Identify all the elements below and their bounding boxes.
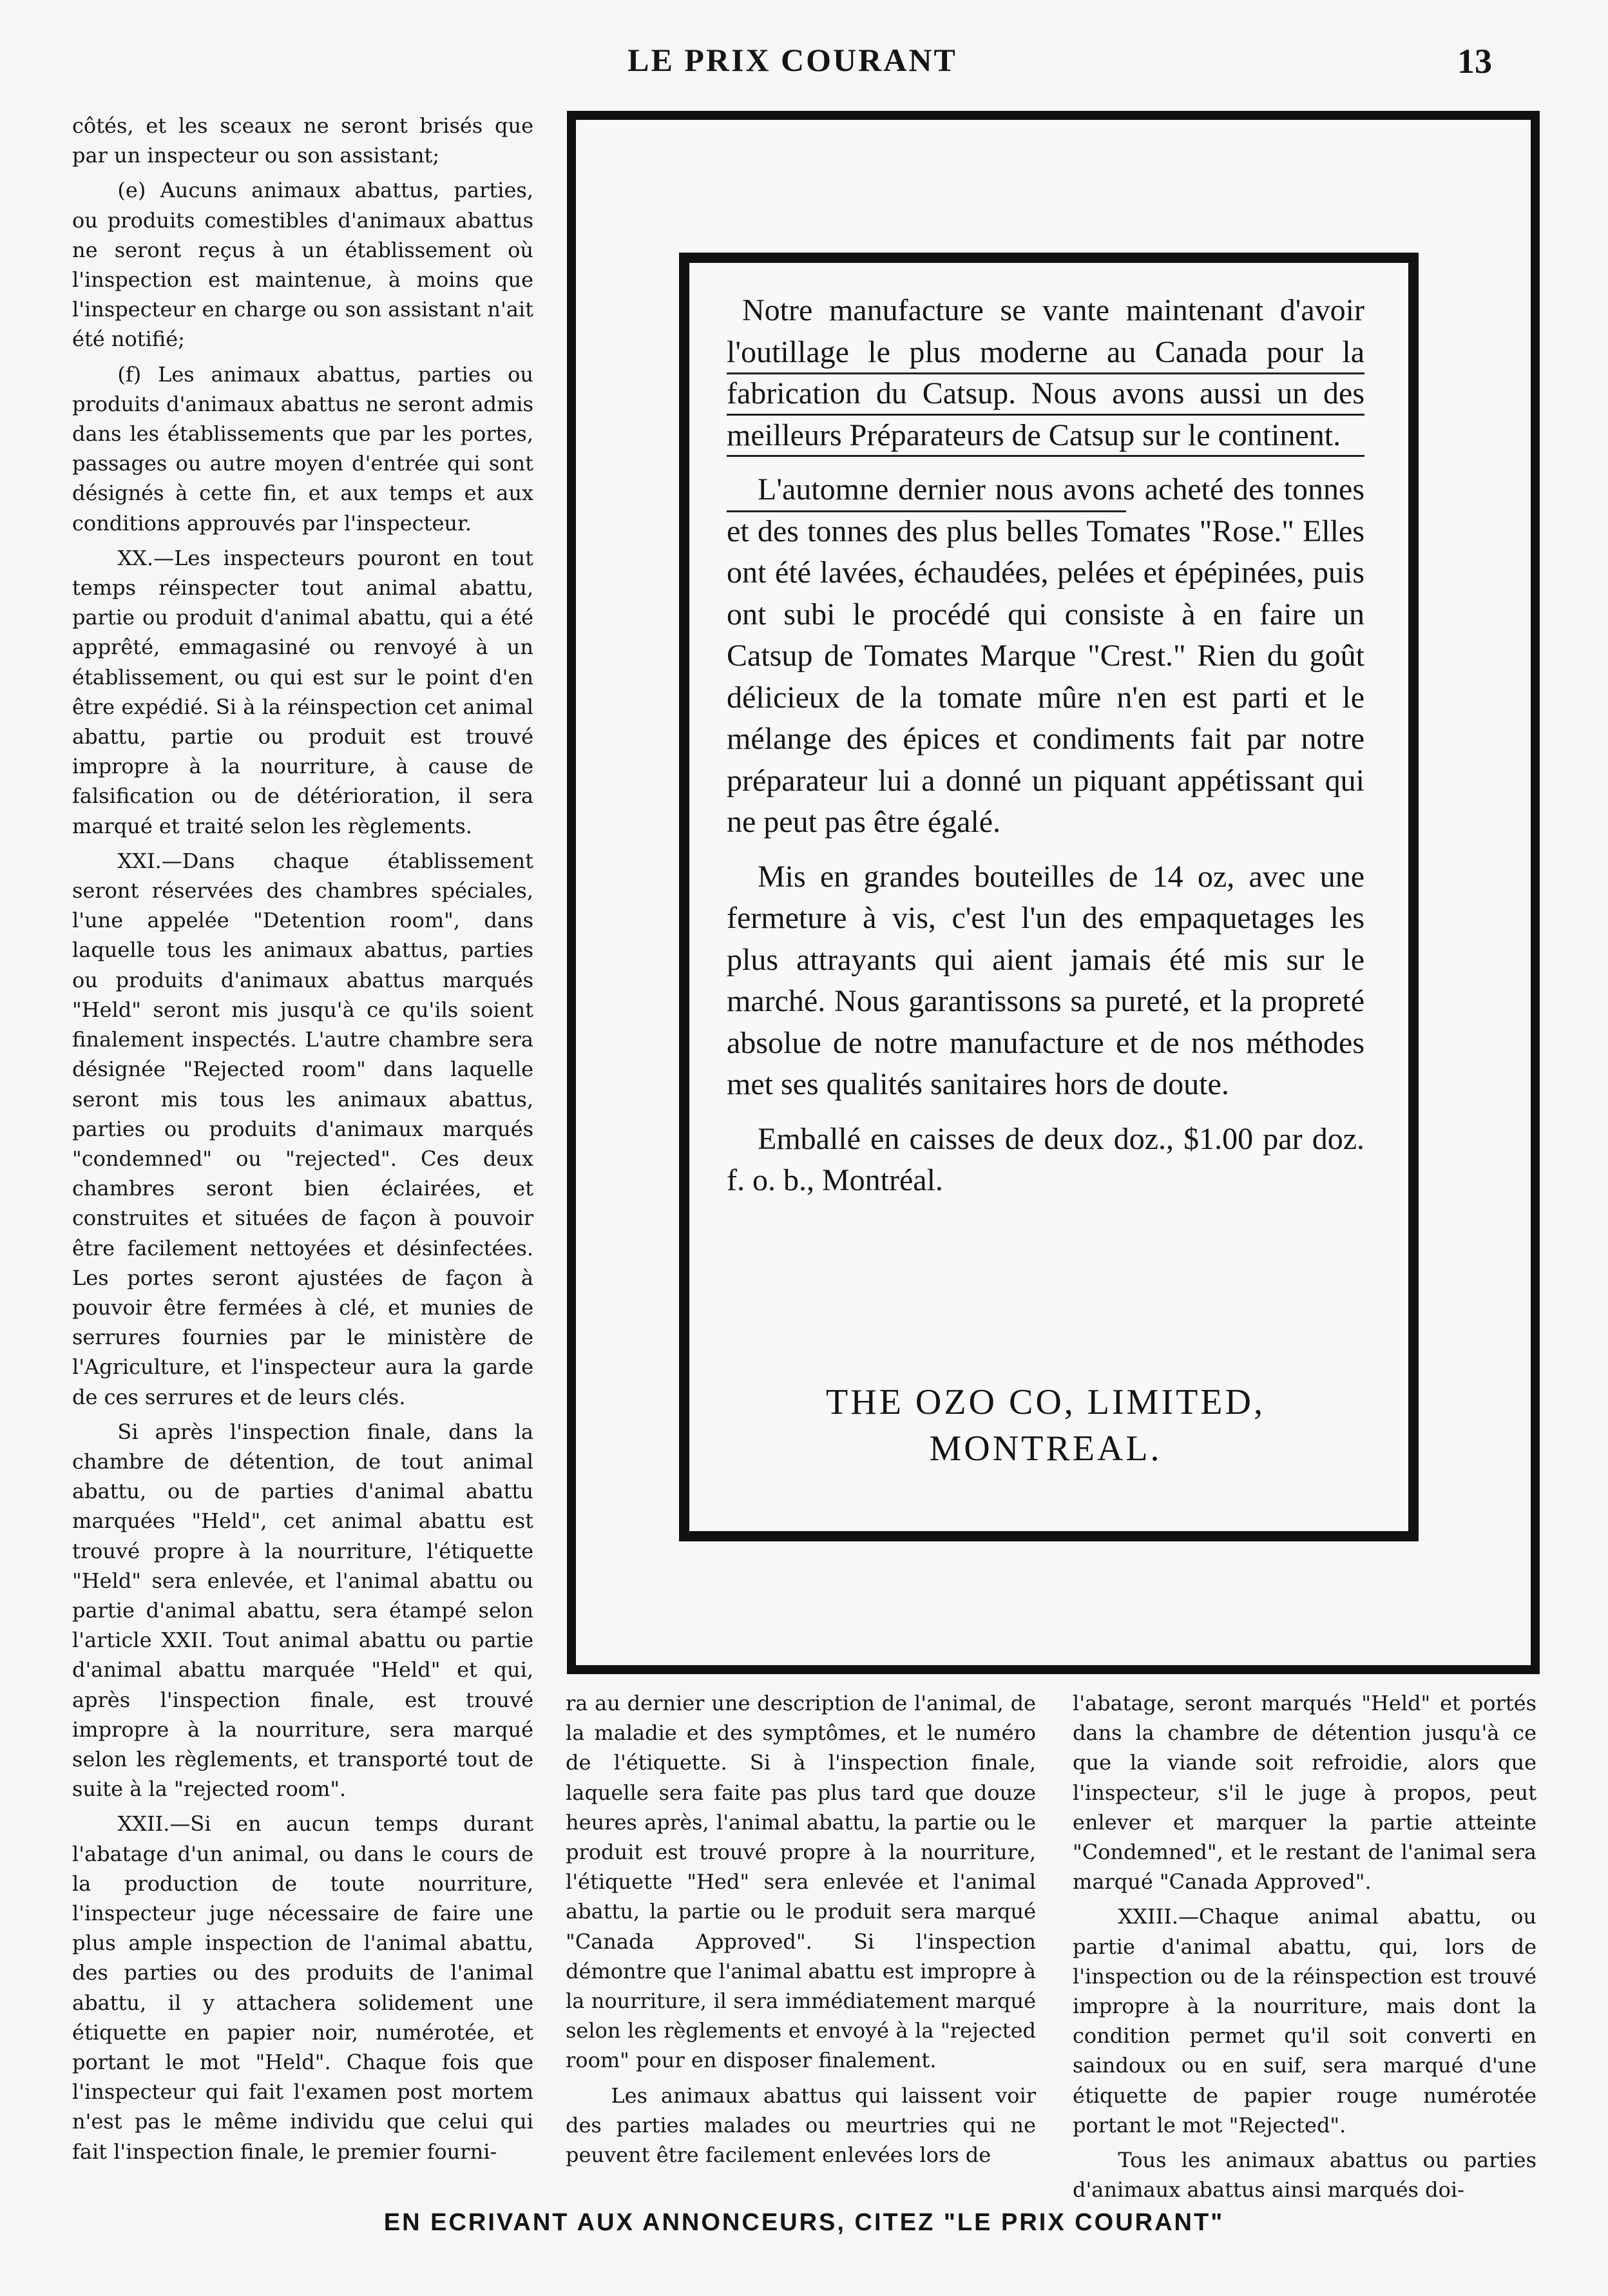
page-number: 13 — [1457, 42, 1492, 81]
page-title: LE PRIX COURANT — [627, 42, 957, 78]
company-name: THE OZO CO, LIMITED, — [826, 1382, 1265, 1422]
ad-paragraph: Emballé en caisses de deux doz., $1.00 par doz. f. o. b., Montréal. — [727, 1121, 1364, 1197]
paragraph: ra au dernier une description de l'animal, de la maladie et des symptômes, et le numéro de l'étiquette. Si à l'inspection finale, laquelle sera faite pas plus tard que douze heures après, l'animal abattu, la partie ou le produit est trouvé propre à la nourriture, l'étiquette "Hed" sera enlevée et l'animal abattu, la partie ou le produit sera marqué "Canada Approved". Si l'inspection démontre que l'animal abattu est impropre à la nourriture, il sera immédiatement marqué selon les règlements et envoyé à la "rejected room" pour en disposer finalement. — [566, 1691, 1036, 2073]
paragraph: Tous les animaux abattus ou parties d'animaux abattus ainsi marqués doi- — [1073, 2148, 1536, 2203]
paragraph: Les animaux abattus qui laissent voir des parties malades ou meurtries qui ne peuvent être facilement enlevées lors de — [566, 2083, 1036, 2168]
paragraph: (e) Aucuns animaux abattus, parties, ou produits comestibles d'animaux abattus ne seront reçus à un établissement où l'inspection est maintenue, à moins que l'inspecteur en charge ou son assistant n'ait été notifié; — [72, 178, 533, 352]
left-text-column — [72, 111, 533, 2166]
paragraph: (f) Les animaux abattus, parties ou produits d'animaux abattus ne seront admis dans les établissements que par les portes, passages ou autre moyen d'entrée qui sont désignés à cette fin, et aux temps et aux conditions approuvés par l'inspecteur. — [72, 362, 533, 535]
underline-rule — [727, 414, 1364, 416]
paragraph: XXII.—Si en aucun temps durant l'abatage d'un animal, ou dans le cours de la production de toute nourriture, l'inspecteur juge nécessaire de faire une plus ample inspection de l'animal abattu, des parties ou des produits de l'animal abattu, il y attachera solidement une étiquette en papier noir, numérotée, et portant le mot "Held". Chaque fois que l'inspecteur qui fait l'examen post mortem n'est pas le même individu que celui qui fait l'inspection finale, le premier fourni- — [72, 1811, 533, 2164]
right-text-column — [1073, 1688, 1536, 2204]
advertisement-text — [727, 290, 1364, 1202]
ad-paragraph: L'automne dernier nous avons acheté des tonnes et des tonnes des plus belles Tomates "Rose." Elles ont été lavées, échaudées, pelées et épépinées, puis ont subi le procédé qui consiste à en faire un Catsup de Tomates Marque "Crest." Rien du goût délicieux de la tomate mûre n'en est parti et le mélange des épices et condiments fait par notre préparateur lui a donné un piquant appétissant qui ne peut pas être égalé. — [727, 472, 1364, 839]
paragraph: XXIII.—Chaque animal abattu, ou partie d'animal abattu, qui, lors de l'inspection ou de la réinspection est trouvé impropre à la nourriture, mais dont la condition permet qu'il soit converti en saindoux ou en suif, sera marqué d'une étiquette de papier rouge numérotée portant le mot "Rejected". — [1073, 1904, 1536, 2137]
underline-rule — [727, 510, 1126, 512]
paragraph: XXI.—Dans chaque établissement seront réservées des chambres spéciales, l'une appelée "Detention room", dans laquelle tous les animaux abattus, parties ou produits d'animaux abattus marqués "Held" seront mis jusqu'à ce qu'ils soient finalement inspectés. L'autre chambre sera désignée "Rejected room" dans laquelle seront mis tous les animaux abattus, parties ou produits d'animaux marqués "condemned" ou "rejected". Ces deux chambres seront bien éclairées, et construites et situées de façon à pouvoir être facilement nettoyées et désinfectées. Les portes seront ajustées de façon à pouvoir être fermées à clé, et munies de serrures fournies par le ministère de l'Agriculture, et l'inspecteur aura la garde de ces serrures et de leurs clés. — [72, 848, 533, 1409]
ad-paragraph: Mis en grandes bouteilles de 14 oz, avec une fermeture à vis, c'est l'un des empaquetages les plus attrayants qui aient jamais été mis sur le marché. Nous garantissons sa pureté, et la propreté absolue de notre manufacture et de nos méthodes met ses qualités sanitaires hors de doute. — [727, 859, 1364, 1101]
paragraph: côtés, et les sceaux ne seront brisés que par un inspecteur ou son assistant; — [72, 113, 533, 168]
middle-text-column — [566, 1688, 1036, 2170]
ad-paragraph: Notre manufacture se vante maintenant d'avoir l'outillage le plus moderne au Canada pour la fabrication du Catsup. Nous avons aussi un des meilleurs Préparateurs de Catsup sur le continent. — [727, 293, 1364, 452]
paragraph: XX.—Les inspecteurs pouront en tout temps réinspecter tout animal abattu, partie ou produit d'animal abattu, qui a été apprêté, emmagasiné ou renvoyé à un établissement, ou qui est sur le point d'en être expédié. Si à la réinspection cet animal abattu, partie ou produit est trouvé impropre à la nourriture, à cause de falsification ou de détérioration, il sera marqué et traité selon les règlements. — [72, 545, 533, 838]
underline-rule — [727, 372, 1364, 374]
company-city: MONTREAL. — [929, 1429, 1162, 1469]
advertiser-block — [727, 1379, 1364, 1472]
underline-rule — [727, 455, 1364, 457]
paragraph: Si après l'inspection finale, dans la chambre de détention, de tout animal abattu, ou de parties d'animal abattu marquées "Held", cet animal abattu est trouvé propre à la nourriture, l'étiquette "Held" sera enlevée, et l'animal abattu ou partie d'animal abattu, sera étampé selon l'article XXII. Tout animal abattu ou partie d'animal abattu marquée "Held" et qui, après l'inspection finale, est trouvé impropre à la nourriture, sera marqué selon les règlements, et transporté tout de suite à la "rejected room". — [72, 1419, 533, 1802]
footer-notice: EN ECRIVANT AUX ANNONCEURS, CITEZ "LE PRIX COURANT" — [383, 2209, 1225, 2236]
paragraph: l'abatage, seront marqués "Held" et portés dans la chambre de détention jusqu'à ce que la viande soit refroidie, alors que l'inspecteur, s'il le juge à propos, peut enlever et marquer la partie atteinte "Condemned", et le restant de l'animal sera marqué "Canada Approved". — [1073, 1691, 1536, 1895]
